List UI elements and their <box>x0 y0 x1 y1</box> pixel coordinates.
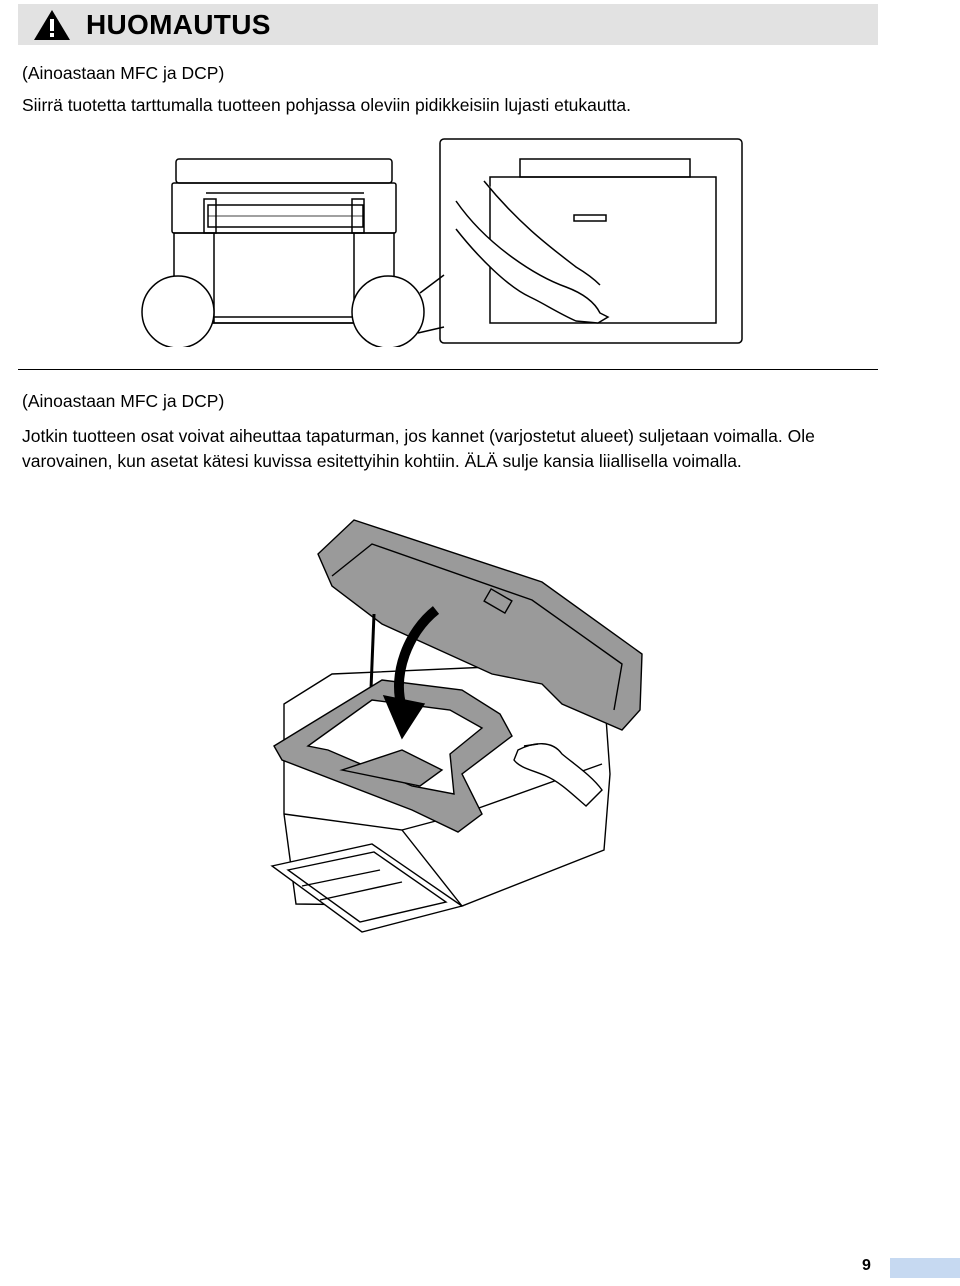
page-accent-bar <box>890 1258 960 1278</box>
hand-drawing <box>456 181 608 323</box>
notice-banner <box>18 4 878 45</box>
page-number: 9 <box>862 1257 871 1274</box>
model-note-2: (Ainoastaan MFC ja DCP) <box>22 391 225 411</box>
notice-title: HUOMAUTUS <box>86 8 271 40</box>
model-note-1: (Ainoastaan MFC ja DCP) <box>22 63 225 83</box>
warning-triangle-icon <box>32 8 72 42</box>
section-divider <box>18 369 878 370</box>
lifting-illustration <box>138 137 746 347</box>
cover-closing-illustration <box>262 514 647 944</box>
machine-side-view <box>490 159 716 323</box>
instruction-text-1: Siirrä tuotetta tarttumalla tuotteen pohjassa oleviin pidikkeisiin lujasti etukautta. <box>22 95 631 115</box>
instruction-text-2: Jotkin tuotteen osat voivat aiheuttaa tapaturman, jos kannet (varjostetut alueet) suljetaan voimalla. Ole varovainen, kun asetat kätesi kuvissa esitettyihin kohtiin. ÄLÄ sulje kansia liiallisella voimalla. <box>22 426 815 471</box>
